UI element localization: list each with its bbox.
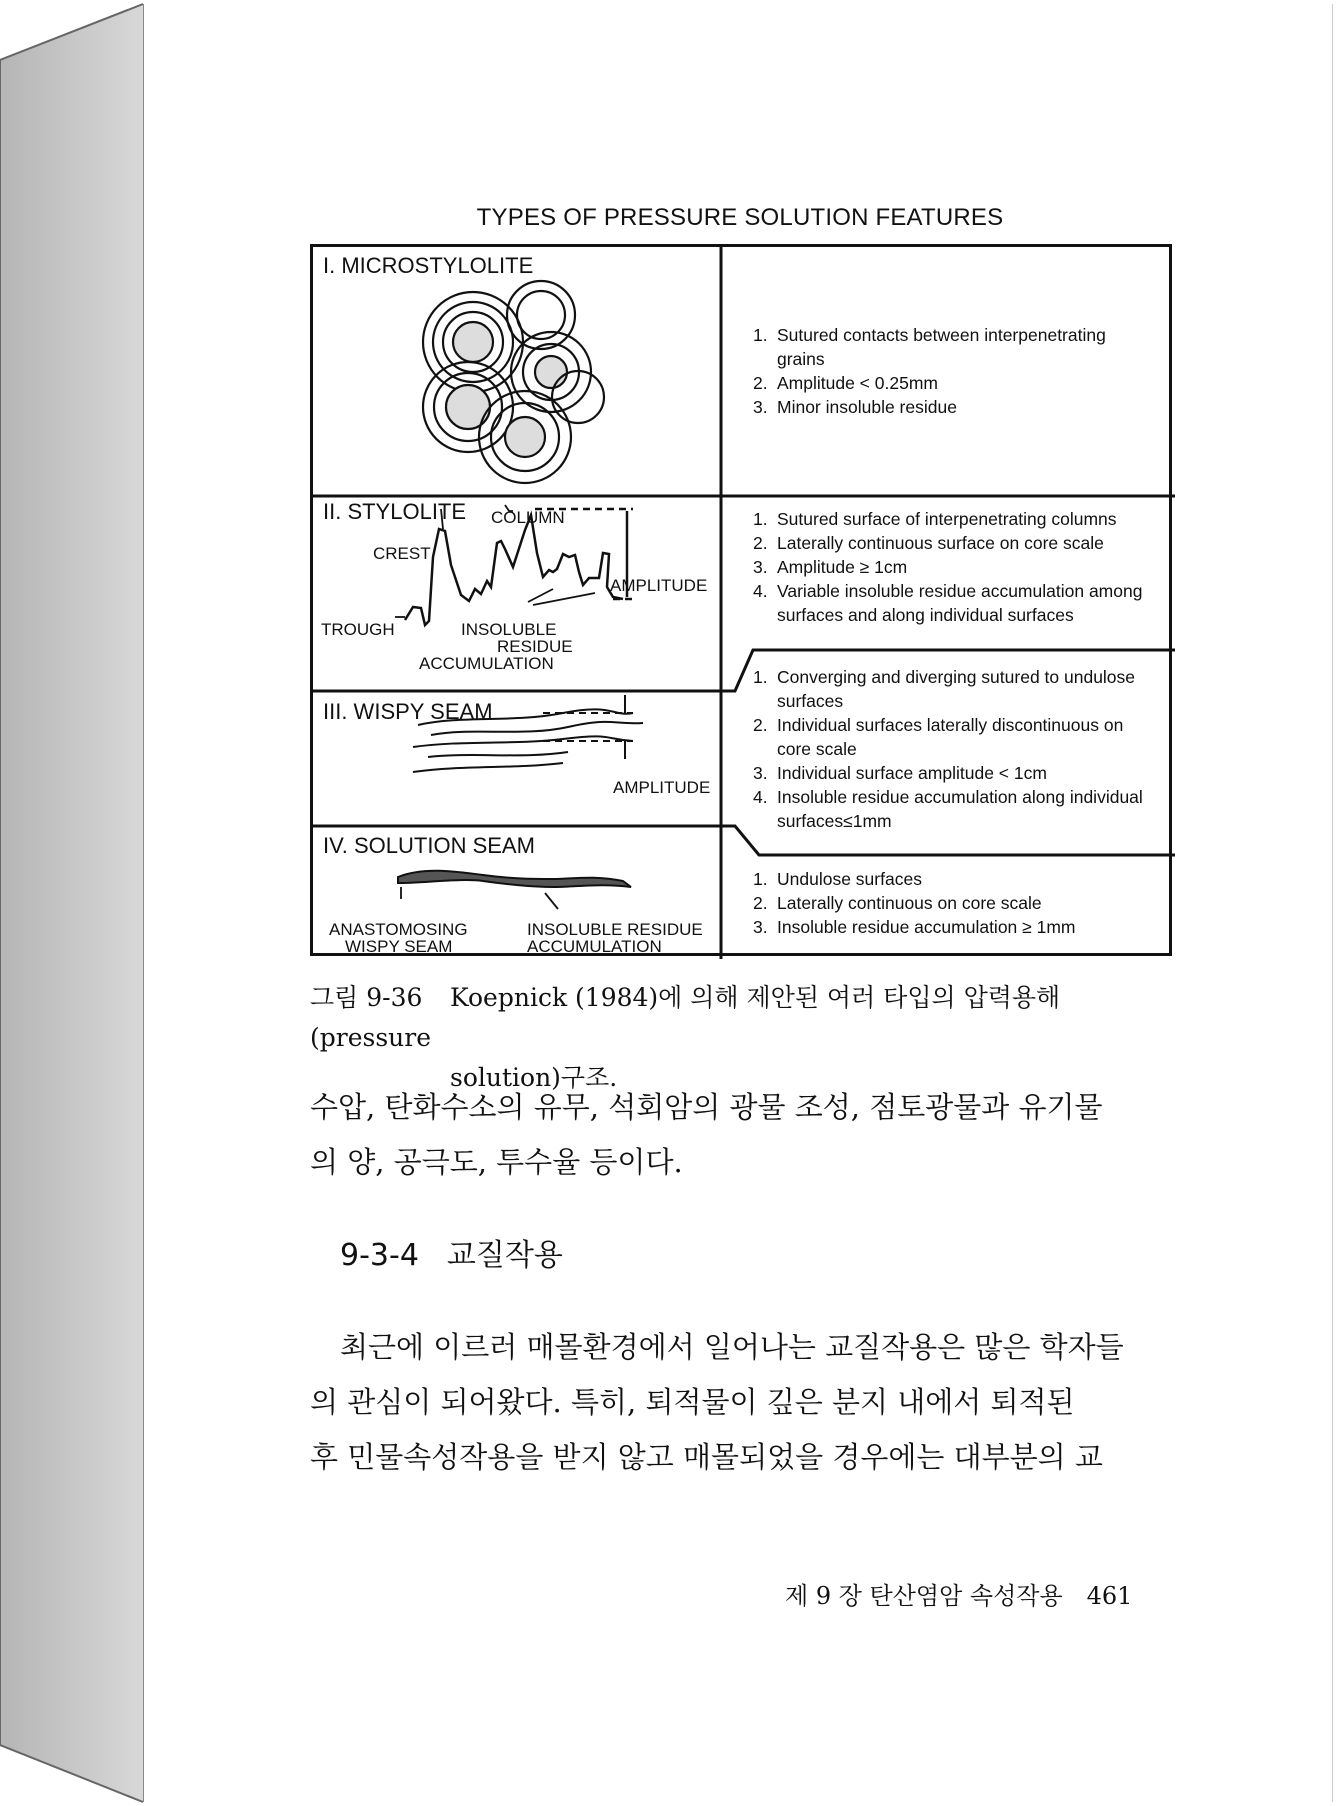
- list-item: 1. Sutured surface of interpenetrating columns: [753, 509, 1117, 529]
- paragraph-line: 최근에 이르러 매몰환경에서 일어나는 교질작용은 많은 학자들: [340, 1330, 1124, 1364]
- paragraph-line: 의 관심이 되어왔다. 특히, 퇴적물이 깊은 분지 내에서 퇴적된: [310, 1385, 1075, 1419]
- section-number: 9-3-4: [340, 1238, 419, 1273]
- label-anastomosing: ANASTOMOSING: [329, 920, 468, 939]
- caption-text-line2: solution)구조.: [450, 1063, 618, 1092]
- page-footer: [785, 1576, 1132, 1611]
- list-item: 2. Laterally continuous surface on core scale: [753, 533, 1104, 553]
- caption-text-line1: Koepnick (1984)에 의해 제안된 여러 타입의 압력용해(pressure: [310, 983, 1061, 1052]
- paragraph-line: 의 양, 공극도, 투수율 등이다.: [310, 1145, 683, 1179]
- figure-title: TYPES OF PRESSURE SOLUTION FEATURES: [476, 204, 1004, 231]
- label-insoluble-residue: INSOLUBLE RESIDUE: [527, 920, 703, 939]
- list-item: 3. Amplitude ≥ 1cm: [753, 557, 908, 577]
- paragraph-2: [310, 1320, 1182, 1485]
- solution-seam: [398, 871, 631, 909]
- list-item: 2. Laterally continuous on core scale: [753, 893, 1042, 913]
- label-accumulation: ACCUMULATION: [419, 654, 554, 673]
- label-wispy-seam: WISPY SEAM: [345, 937, 453, 956]
- label-column: COLUMN: [491, 508, 565, 527]
- label-wispy-amplitude: AMPLITUDE: [613, 778, 711, 797]
- label-crest: CREST: [373, 544, 431, 563]
- microstylolite-grains: [423, 281, 604, 483]
- label-residue: RESIDUE: [497, 637, 573, 656]
- list-item: 3. Minor insoluble residue: [753, 397, 957, 417]
- list-item: 3. Individual surface amplitude < 1cm: [753, 763, 1047, 783]
- paragraph-line: 후 민물속성작용을 받지 않고 매몰되었을 경우에는 대부분의 교: [310, 1440, 1103, 1474]
- caption-label: 그림 9-36: [310, 983, 423, 1012]
- list-item: 1. Sutured contacts between interpenetrating grains: [753, 325, 1106, 369]
- section-label-solution-seam: IV. SOLUTION SEAM: [323, 833, 535, 858]
- label-amplitude: AMPLITUDE: [610, 576, 708, 595]
- list-item: 4. Variable insoluble residue accumulation among surfaces and along individual surfaces: [753, 581, 1143, 625]
- list-item: 4. Insoluble residue accumulation along individual surfaces≤1mm: [753, 787, 1143, 831]
- section-heading: [340, 1230, 563, 1274]
- list-item: 1. Converging and diverging sutured to undulose surfaces: [753, 667, 1136, 711]
- description-microstylolite: [753, 323, 1133, 419]
- section-label-stylolite: II. STYLOLITE: [323, 499, 467, 524]
- paragraph-line: 수압, 탄화수소의 유무, 석회암의 광물 조성, 점토광물과 유기물: [310, 1090, 1103, 1124]
- label-trough: TROUGH: [321, 620, 395, 639]
- section-label-microstylolite: I. MICROSTYLOLITE: [323, 253, 534, 278]
- list-item: 1. Undulose surfaces: [753, 869, 922, 889]
- paragraph-1: [310, 1080, 1182, 1190]
- label-insoluble: INSOLUBLE: [461, 620, 557, 639]
- figure-table: [310, 244, 1172, 956]
- description-wispy-seam: [753, 665, 1153, 833]
- page-number: 461: [1086, 1582, 1133, 1610]
- list-item: 3. Insoluble residue accumulation ≥ 1mm: [753, 917, 1076, 937]
- label-seam-accumulation: ACCUMULATION: [527, 937, 662, 956]
- section-title: 교질작용: [446, 1238, 563, 1273]
- list-item: 2. Individual surfaces laterally discontinuous on core scale: [753, 715, 1124, 759]
- description-stylolite: [753, 507, 1153, 627]
- description-solution-seam: [753, 867, 1153, 939]
- list-item: 2. Amplitude < 0.25mm: [753, 373, 938, 393]
- footer-chapter: 제 9 장 탄산염암 속성작용: [785, 1582, 1063, 1610]
- section-label-wispy-seam: III. WISPY SEAM: [323, 699, 493, 724]
